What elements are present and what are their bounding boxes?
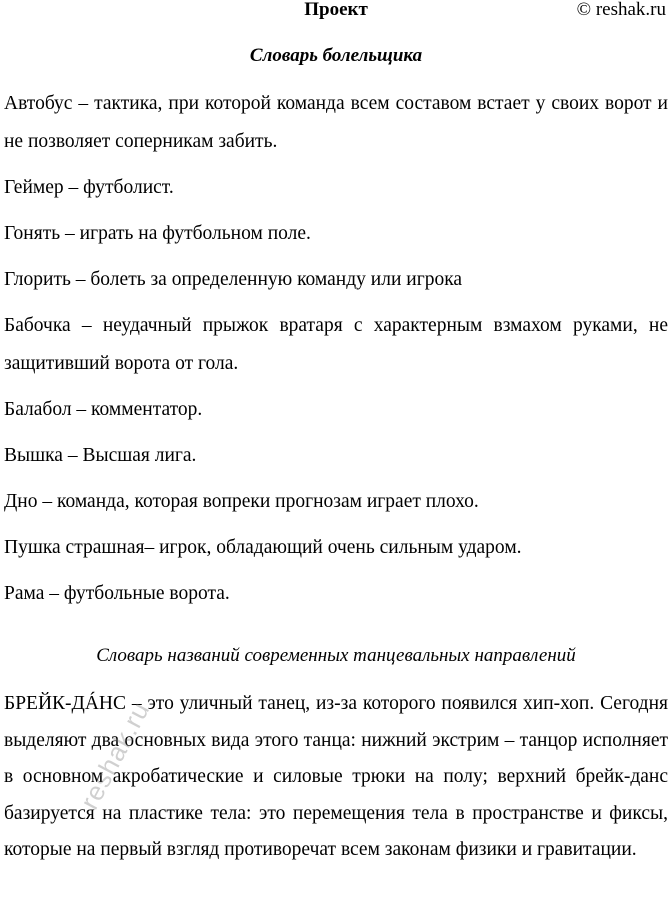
source-site-label: © reshak.ru <box>576 0 666 20</box>
dictionary-entry: Дно – команда, которая вопреки прогнозам играет плохо. <box>4 491 479 512</box>
dictionary-entry: Бабочка – неудачный прыжок вратаря с характерным взмахом руками, не защитивший ворота от гола. <box>4 315 668 374</box>
dance-section-title: Словарь названий современных танцевальных направлений <box>96 645 576 666</box>
dictionary-entries <box>4 85 668 621</box>
dictionary-entry: Рама – футбольные ворота. <box>4 583 230 604</box>
dictionary-entry: Вышка – Высшая лига. <box>4 445 197 466</box>
page-header-title: Проект <box>304 0 368 20</box>
watermark: reshak.ru <box>74 696 156 815</box>
dictionary-entry: Балабол – комментатор. <box>4 399 203 420</box>
dictionary-entry: Геймер – футболист. <box>4 177 174 198</box>
dictionary-entry: Пушка страшная– игрок, обладающий очень сильным ударом. <box>4 537 522 558</box>
dance-paragraph: БРЕЙК-ДÁНС – это уличный танец, из-за которого появился хип-хоп. Сегодня выделяют два основных вида этого танца: нижний экстрим – танцор исполняет в основном акробатические и силовые трюки на полу; верхний брейк-данс базируется на пластике тела: это перемещения тела в пространстве и фиксы, которые на первый взгляд противоречат всем законам физики и гравитации. <box>4 693 668 860</box>
dictionary-entry: Гонять – играть на футбольном поле. <box>4 223 311 244</box>
dictionary-entry: Глорить – болеть за определенную команду или игрока <box>4 269 463 290</box>
dictionary-entry: Автобус – тактика, при которой команда всем составом встает у своих ворот и не позволяет соперникам забить. <box>4 93 668 152</box>
dictionary-title: Словарь болельщика <box>249 45 423 66</box>
